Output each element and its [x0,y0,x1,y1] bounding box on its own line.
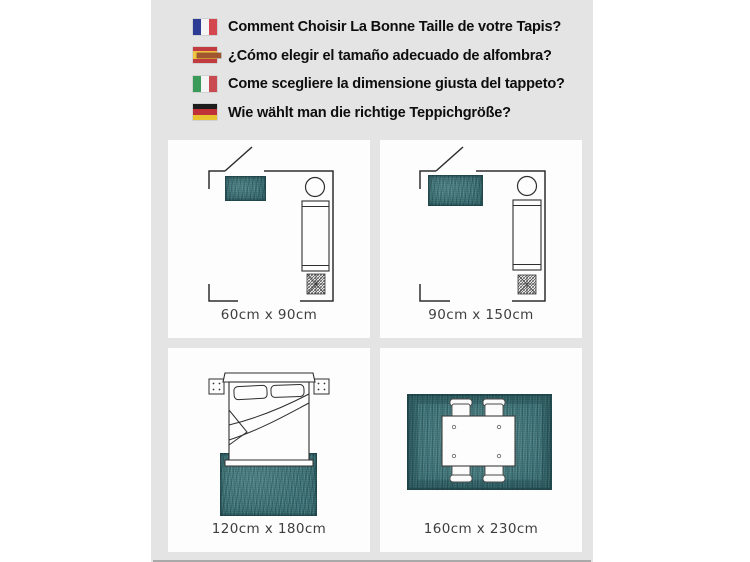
title-row-spanish [193,47,575,64]
side-table-circle [518,177,537,196]
headboard [223,373,315,382]
germany-flag-icon [193,104,217,120]
chair-top-right [483,399,505,418]
panel-rug-60x90 [168,140,370,338]
title-row-italian [193,75,575,92]
nightstand-left [209,379,224,394]
open-door-line [436,147,463,171]
title-row-french [193,18,575,35]
panel-rug-120x180 [168,348,370,552]
bench-rect [513,200,541,270]
size-label: 120cm x 180cm [211,521,327,537]
plant-icon [518,275,536,294]
title-row-german [193,104,575,121]
bench-rect [302,201,329,271]
france-flag-icon [193,19,217,35]
title-german: Wie wählt man die richtige Teppichgröße? [228,103,511,121]
footboard [225,460,313,466]
title-spanish: ¿Cómo elegir el tamaño adecuado de alfombra? [228,46,552,64]
dining-table [442,416,515,466]
side-table-circle [306,178,325,197]
title-italian: Come scegliere la dimensione giusta del tappeto? [228,75,565,92]
plant-icon [307,274,325,294]
size-label: 160cm x 230cm [423,521,539,537]
panel-rug-160x230 [380,348,582,552]
spain-flag-icon [193,47,217,63]
nightstand-right [314,379,329,394]
size-label: 90cm x 150cm [428,307,534,323]
size-label: 60cm x 90cm [220,307,318,323]
open-door-line [225,147,252,171]
gray-stage [151,0,593,562]
title-french: Comment Choisir La Bonne Taille de votre Tapis? [228,18,562,35]
panel-rug-90x150 [380,140,582,338]
chair-top-left [450,399,472,418]
italy-flag-icon [193,76,217,92]
title-block [193,18,575,132]
